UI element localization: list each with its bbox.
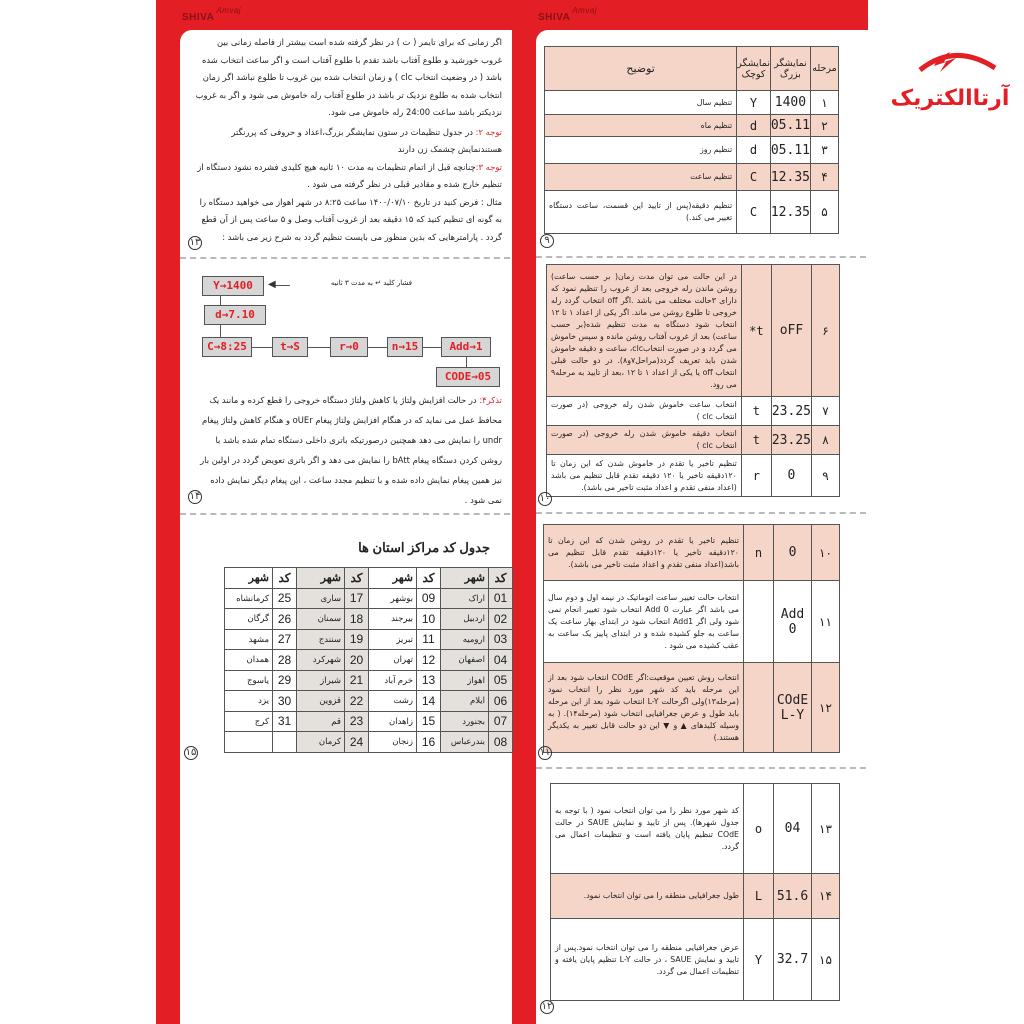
province-city: ساری [297,588,345,609]
step-description: عرض جغرافیایی منطقه را می توان انتخاب نمود.پس از تایید و نمایش SAUE ، در حالت L-Y تنظیم پایان یافته و تنظیمات اعمال می گردد. [551,919,744,1001]
big-display-value: 04 [774,784,812,874]
lcd-step-clock: C→8:25 [202,337,252,357]
table-header: مرحله نمایشگر بزرگ نمایشگر کوچک توضیح [545,47,839,91]
province-code: 23 [345,711,369,732]
small-display-value: C [737,191,771,234]
settings-table-page10 [546,264,840,497]
province-code: 10 [417,609,441,630]
step-description: تنظیم ماه [545,115,737,137]
province-city: اردبیل [441,609,489,630]
province-code: 07 [489,711,513,732]
step-description: انتخاب حالت تغییر ساعت اتوماتیک در نیمه اول و دوم سال می باشد اگر عبارت Add 0 انتخاب شود تغییر انجام نمی شود ولی اگر Add1 انتخاب شود در ابتدای بهار ساعت یک ساعت به جلو کشیده شده و در ابتدای پاییز یک ساعت به عقب کشیده می شود . [544,581,744,663]
brand-logo: $SHIVA^{Amvaj}$ [538,6,598,23]
province-city: مشهد [225,629,273,650]
big-display-value: 12.35 [770,191,810,234]
step-description: تنظیم دقیقه(پس از تایید این قسمت، ساعت دستگاه تغییر می کند.) [545,191,737,234]
province-code: 31 [273,711,297,732]
step-description: طول جغرافیایی منطقه را می توان انتخاب نمود. [551,874,744,919]
step-number: ۱۴ [812,874,840,919]
province-city: بیرجند [369,609,417,630]
table-row [225,670,513,691]
province-code: 18 [345,609,369,630]
province-city: گرگان [225,609,273,630]
table-row [545,91,839,115]
province-city: تبریز [369,629,417,650]
province-city: بوشهر [369,588,417,609]
province-code: 08 [489,732,513,753]
province-city: یاسوج [225,670,273,691]
step-description: کد شهر مورد نظر را می توان انتخاب نمود ( با توجه به جدول شهرها). پس از تایید و نمایش SAUE در حالت COdE تنظیم پایان یافته است و تنظیمات اعمال می گردد. [551,784,744,874]
right-margin [868,0,1024,1024]
step-number: ۲ [811,115,839,137]
step-description: انتخاب روش تعیین موقعیت:اگر COdE انتخاب شود بعد از این مرحله باید کد شهر مورد نظر را انتخاب نمود (مرحله۱۳)ولی اگرحالت L-Y انتخاب شود بعد از این مرحله باید طول و عرض جغرافیایی انتخاب شود (مرحله۱۴). ( به وسیله کلیدهای ▲ و ▼ این دو حالت قابل تغییر به یکدیگر هستند.) [544,663,744,753]
step-description: تنظیم ساعت [545,164,737,191]
province-code: 24 [345,732,369,753]
table-row [545,164,839,191]
small-display-value: Y [737,91,771,115]
step-number: ۱۳ [812,784,840,874]
small-display-value: d [737,115,771,137]
step-number: ۳ [811,137,839,164]
province-city: کرج [225,711,273,732]
province-code: 04 [489,650,513,671]
lcd-step-date: d→7.10 [204,305,266,325]
province-city: اصفهان [441,650,489,671]
page-number-12: ۱۲ [541,1001,553,1012]
province-code: 17 [345,588,369,609]
province-code: 16 [417,732,441,753]
small-display-value: o [744,784,774,874]
step-number: ۱۲ [812,663,840,753]
step-number: ۱۱ [812,581,840,663]
province-code: 29 [273,670,297,691]
arrow-left-icon: ◀ [268,279,276,290]
lcd-step-r: r→0 [330,337,368,357]
table-row [547,265,840,397]
table-row [547,455,840,497]
province-city: تهران [369,650,417,671]
page-number-14: ۱۴ [189,491,201,502]
table-row [544,525,840,581]
province-city: خرم آباد [369,670,417,691]
province-city: بجنورد [441,711,489,732]
province-code: 02 [489,609,513,630]
big-display-value: 05.11 [770,115,810,137]
lcd-step-code: CODE→05 [436,367,500,387]
province-code: 14 [417,691,441,712]
step-description: در این حالت می توان مدت زمان( بر حسب ساعت) روشن ماندن رله خروجی بعد از غروب را تنظیم نمود که دارای ۳حالت مختلف می باشد .اگر off انتخاب گردد رله خروجی تا طلوع روشن می ماند. اگر یکی از اعداد ۱ تا ۱۲ انتخاب شود دستگاه به مدت تنظیم شده(بر حسب ساعت) بعد از غروب آفتاب روشن مانده و سپس خاموش می گردد و در صورت انتخابclc، ساعت و دقیقه خاموش شدن باید تعریف گردد(مراحل۷و۸). در دو حالت قبلی انتخاب off یا یکی از اعداد ۱ تا ۱۲ ،بعد از تایید به مرحله۹ می رود. [547,265,742,397]
province-code: 22 [345,691,369,712]
divider [180,513,510,515]
small-display-value: Y [744,919,774,1001]
small-display-value: d [737,137,771,164]
step-number: ۶ [812,265,840,397]
divider [536,767,866,769]
province-city: ارومیه [441,629,489,650]
province-city: شیراز [297,670,345,691]
province-code: 06 [489,691,513,712]
divider [536,512,866,514]
table-row [225,609,513,630]
province-code: 11 [417,629,441,650]
small-display-value [744,663,774,753]
table-row [225,691,513,712]
province-code: 05 [489,670,513,691]
big-display-value: Add 0 [774,581,812,663]
page-number-10: ۱۰ [539,493,551,504]
big-display-value: 23.25 [771,397,811,426]
page-number-15: ۱۵ [185,747,197,758]
lcd-step-timer: t→S [272,337,308,357]
step-description: تنظیم سال [545,91,737,115]
province-city: سنندج [297,629,345,650]
province-code: 19 [345,629,369,650]
province-city: ایلام [441,691,489,712]
province-code: 21 [345,670,369,691]
lcd-step-add: Add→1 [441,337,491,357]
province-code: 26 [273,609,297,630]
table-row [225,711,513,732]
step-number: ۵ [811,191,839,234]
province-city: زاهدان [369,711,417,732]
table-row [551,919,840,1001]
big-display-value: oFF [771,265,811,397]
small-display-value: n [744,525,774,581]
big-display-value: 0 [771,455,811,497]
step-number: ۱۰ [812,525,840,581]
province-code: 13 [417,670,441,691]
example-paragraph: مثال : فرض کنید در تاریخ ۱۴۰۰/۰۷/۱۰ ساعت ۸:۲۵ در شهر اهواز می خواهید دستگاه را به گونه ای تنظیم کنید که ۱۵ دقیقه بعد از غروب آفتاب وصل و ۵ ساعت پس از آن قطع گردد . پارامترهایی که بدین منظور می بایست تنظیم گردد به شرح زیر می باشد : [199,196,502,242]
big-display-value: 12.35 [770,164,810,191]
intro-paragraph: اگر زمانی که برای تایمر ( ﺕ ) در نظر گرفته شده است بیشتر از فاصله زمانی بین غروب خورشید و طلوع آفتاب باشد تقدم با طلوع آفتاب است و اگر ساعت انتخاب شده باشد ( در وضعیت انتخاب clc ) و زمان انتخاب شده بین غروب تا طلوع نباشد اگر زمان انتخاب شده به طلوع نزدیک تر باشد در طلوع آفتاب رله خاموش می شود و اگر به غروب نزدیکتر باشد ساعت 24:00 رله خاموش می شود. [195,37,502,117]
settings-table-page11 [543,524,840,753]
page-number-13: ۱۳ [189,237,201,248]
table-row [225,629,513,650]
province-city: اراک [441,588,489,609]
page13-text [184,34,510,246]
province-code: 25 [273,588,297,609]
table-row [547,397,840,426]
step-number: ۹ [812,455,840,497]
step-number: ۸ [812,426,840,455]
province-city: بندرعباس [441,732,489,753]
province-code [273,732,297,753]
province-city [225,732,273,753]
table-row [225,588,513,609]
note2: توجه ۲: در جدول تنظیمات در ستون نمایشگر بزرگ،اعداد و حروفی که پررنگتر هستندنمایش چشمک زن دارند [231,126,502,154]
brand-logo: $SHIVA^{Amvaj}$ [182,6,242,23]
province-city: سمنان [297,609,345,630]
province-city: رشت [369,691,417,712]
big-display-value: 51.6 [774,874,812,919]
step-number: ۱۵ [812,919,840,1001]
table-row [551,874,840,919]
step-number: ۱ [811,91,839,115]
small-display-value: t [741,426,771,455]
province-code: 27 [273,629,297,650]
big-display-value: 1400 [770,91,810,115]
table-header: کد شهر کد شهر کد شهر کد شهر [225,568,513,589]
table-row [225,732,513,753]
step-description: تنظیم تاخیر یا تقدم در خاموش شدن که این زمان تا ۱۲۰دقیقه تاخیر یا ۱۲۰ دقیقه تقدم قابل تنظیم می باشد (اعداد منفی تقدم و اعداد مثبت تاخیر می باشد). [547,455,742,497]
small-display-value: r [741,455,771,497]
province-city: کرمانشاه [225,588,273,609]
step-number: ۴ [811,164,839,191]
province-code: 03 [489,629,513,650]
small-display-value: C [737,164,771,191]
province-city: قزوین [297,691,345,712]
province-city: شهرکرد [297,650,345,671]
province-code: 28 [273,650,297,671]
table-row [547,426,840,455]
small-display-value [744,581,774,663]
province-code: 30 [273,691,297,712]
big-display-value: 05.11 [770,137,810,164]
province-code-table [224,567,513,753]
small-display-value: t* [741,265,771,397]
table-row [544,663,840,753]
small-display-value: L [744,874,774,919]
step-description: تنظیم تاخیر یا تقدم در روشن شدن که این زمان تا ۱۲۰دقیقه تاخیر یا ۱۲۰دقیقه تقدم قابل تنظیم می باشد(اعداد منفی تقدم و اعداد مثبت تاخیر می باشد). [544,525,744,581]
press-hint: فشار کلید ↵ به مدت ۳ ثانیه [330,279,412,287]
province-code: 20 [345,650,369,671]
table-row [544,581,840,663]
province-city: زنجان [369,732,417,753]
province-code: 01 [489,588,513,609]
note3: توجه ۳:چنانچه قبل از اتمام تنظیمات به مدت ۱۰ ثانیه هیچ کلیدی فشرده نشود دستگاه از تنظیم خارج شده و مقادیر قبلی در نظر گرفته می شود . [197,161,502,189]
lcd-step-year: Y→1400 [202,276,264,296]
small-display-value: t [741,397,771,426]
divider [536,256,866,258]
big-display-value: COdE L-Y [774,663,812,753]
province-code: 15 [417,711,441,732]
settings-table-page9 [544,46,839,234]
table-row [545,137,839,164]
big-display-value: 23.25 [771,426,811,455]
left-margin [0,0,156,1024]
page-number-9: ۹ [540,234,554,248]
reminder-text: تذکر۴: در حالت افزایش ولتاژ یا کاهش ولتاژ دستگاه خروجی را قطع کرده و مانند یک محافظ عمل می نماید که در هنگام افزایش ولتاژ پیغام oUEr و هنگام کاهش ولتاژ پیغام undr را نمایش می دهد همچنین درصورتیکه باتری داخلی دستگاه تمام شده باشد با روشن کردن دستگاه پیغام bAtt را نمایش می دهد و اگر باتری تعویض گردد در اولین بار نیز همین پیغام نمایش داده شده و با تنظیم مجدد ساعت ، این پیغام دیگر نمایش داده نمی شود . [200,395,502,505]
table-row [545,115,839,137]
big-display-value: 32.7 [774,919,812,1001]
lcd-step-n: n→15 [387,337,423,357]
step-description: تنظیم روز [545,137,737,164]
big-display-value: 0 [774,525,812,581]
step-description: انتخاب ساعت خاموش شدن رله خروجی (در صورت انتخاب clc ) [547,397,742,426]
page-number-11: ۱۱ [539,747,551,758]
province-table-title: جدول کد مراکز استان ها [358,540,490,555]
province-city: کرمان [297,732,345,753]
province-city: همدان [225,650,273,671]
province-city: یزد [225,691,273,712]
divider [180,257,510,259]
table-row [545,191,839,234]
province-code: 12 [417,650,441,671]
table-row [225,650,513,671]
settings-table-page12 [550,783,840,1001]
table-row [551,784,840,874]
province-code: 09 [417,588,441,609]
step-number: ۷ [812,397,840,426]
province-city: قم [297,711,345,732]
step-description: انتخاب دقیقه خاموش شدن رله خروجی (در صورت انتخاب clc ) [547,426,742,455]
province-city: اهواز [441,670,489,691]
logo-text: آرتاالکتریک [890,86,1010,111]
arta-electric-logo [880,40,1020,120]
